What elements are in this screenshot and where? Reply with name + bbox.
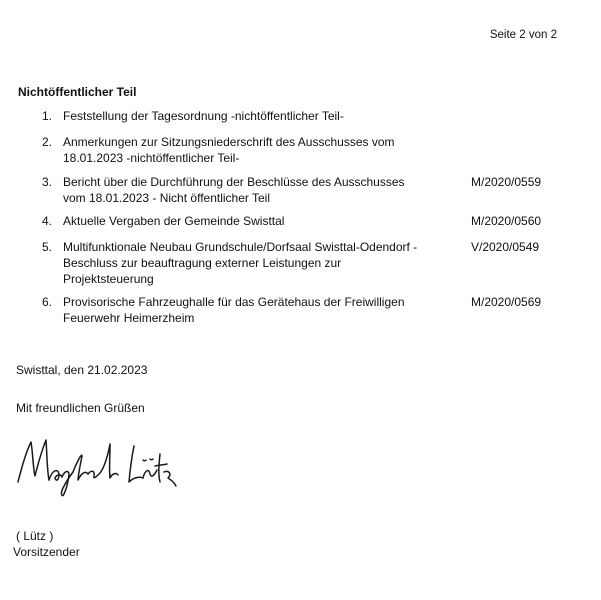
agenda-item-line: Anmerkungen zur Sitzungsniederschrift des Ausschusses vom (63, 135, 395, 149)
page-number: Seite 2 von 2 (489, 29, 557, 41)
agenda-item-line: Aktuelle Vergaben der Gemeinde Swisttal (63, 214, 285, 228)
agenda-item-number: 2. (42, 135, 53, 149)
agenda-item-reference: M/2020/0569 (471, 295, 542, 309)
agenda-item-reference: M/2020/0559 (471, 175, 542, 189)
agenda-item-number: 3. (42, 175, 53, 189)
agenda-item-number: 1. (42, 109, 53, 123)
place-date: Swisttal, den 21.02.2023 (16, 363, 148, 377)
agenda-item-text (63, 108, 458, 124)
agenda-item-line: Feuerwehr Heimerzheim (63, 311, 195, 325)
handwritten-signature (12, 430, 182, 500)
agenda-item-number: 6. (42, 295, 53, 309)
agenda-item-number: 5. (42, 240, 53, 254)
agenda-item-line: vom 18.01.2023 - Nicht öffentlicher Teil (63, 191, 271, 205)
agenda-item-line: Provisorische Fahrzeughalle für das Gerätehaus der Freiwilligen (63, 295, 405, 309)
closing-greeting: Mit freundlichen Grüßen (16, 401, 145, 415)
agenda-item-line: Multifunktionale Neubau Grundschule/Dorfsaal Swisttal-Odendorf - (63, 240, 418, 254)
signer-name: ( Lütz ) (16, 529, 54, 543)
agenda-item-line: 18.01.2023 -nichtöffentlicher Teil- (63, 151, 240, 165)
agenda-item-text (63, 174, 458, 206)
agenda-item-text (63, 213, 458, 229)
section-title: Nichtöffentlicher Teil (18, 85, 137, 99)
agenda-item-text (63, 239, 458, 287)
agenda-item-line: Projektsteuerung (63, 272, 154, 286)
signer-role: Vorsitzender (13, 545, 80, 559)
agenda-item-line: Beschluss zur beauftragung externer Leistungen zur (63, 256, 342, 270)
signature-text: Manfred Lütz (12, 430, 18, 431)
agenda-item-line: Bericht über die Durchführung der Beschlüsse des Ausschusses (63, 175, 405, 189)
agenda-item-line: Feststellung der Tagesordnung -nichtöffentlicher Teil- (63, 109, 344, 123)
agenda-item-number: 4. (42, 214, 53, 228)
agenda-item-reference: V/2020/0549 (471, 240, 540, 254)
agenda-item-text (63, 134, 458, 166)
agenda-item-reference: M/2020/0560 (471, 214, 542, 228)
agenda-item-text (63, 294, 458, 326)
